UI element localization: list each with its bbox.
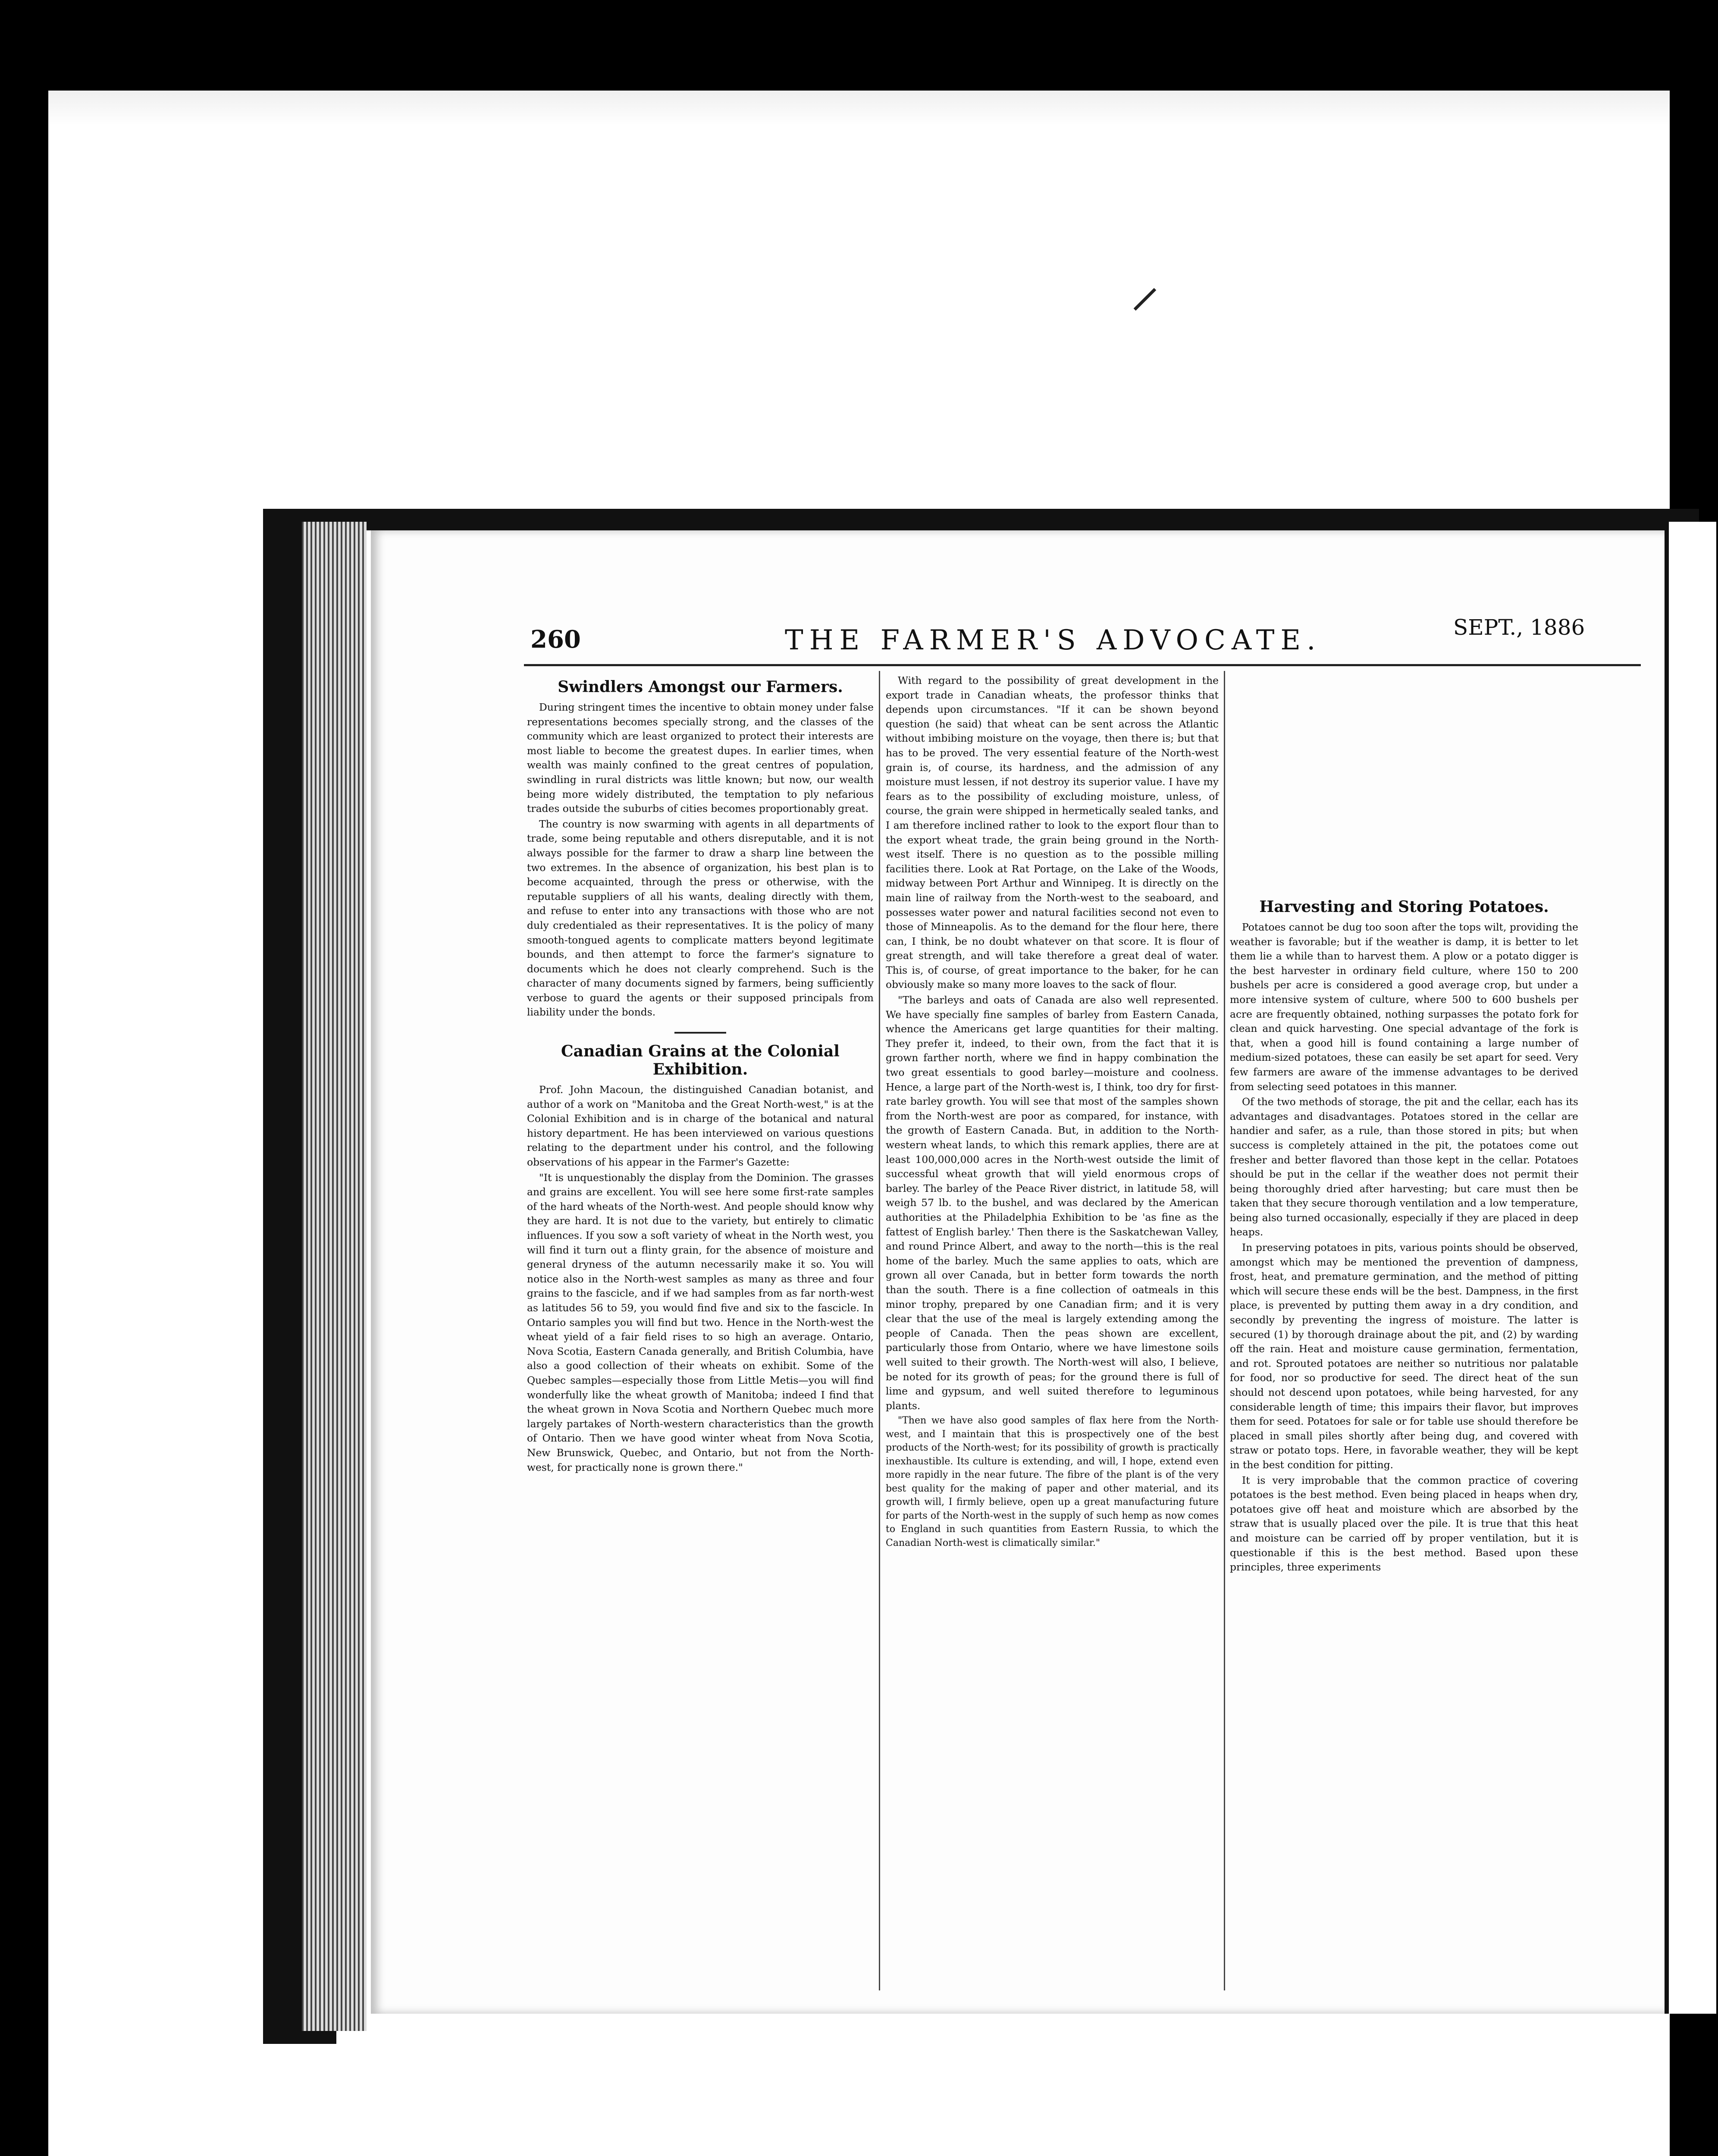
article-title: Harvesting and Storing Potatoes. (1259, 898, 1549, 916)
article-paragraph: Potatoes cannot be dug too soon after the tops wilt, providing the weather is favorable; but if the weather is damp, it is better to let them lie a while than to harvest them. A plow or a potato digger is the best harvester in ordinary field culture, where 150 to 200 bushels per acre is considered a good average crop, but under a more intensive system of culture, where 500 to 600 bushels per acre are frequently obtained, nothing surpasses the potato fork for clean and quick harvesting. One special advantage of the fork is that, when a good hill is found containing a large number of medium-sized potatoes, these can easily be set apart for seed. Very few farmers are aware of the immense advantages to be derived from selecting seed potatoes in this manner. (1230, 921, 1578, 1093)
article-separator (674, 1032, 726, 1034)
book-page-edges (302, 522, 367, 2031)
book-right-edge (1665, 522, 1716, 2014)
article-paragraph: During stringent times the incentive to obtain money under false representations becomes specially strong, and the classes of the community which are least organized to protect their interests are most liable to become the greatest dupes. In earlier times, when wealth was mainly confined to the great centres of population, swindling in rural districts was little known; but now, our wealth being more widely distributed, the temptation to ply nefarious trades outside the suburbs of cities becomes proportionably great. (527, 701, 874, 815)
masthead: THE FARMER'S ADVOCATE. (785, 624, 1322, 656)
article-title: Canadian Grains at the Colonial Exhibition. (561, 1042, 840, 1079)
article-title: Swindlers Amongst our Farmers. (558, 678, 843, 696)
article-paragraph: Prof. John Macoun, the distinguished Canadian botanist, and author of a work on "Manitoba and the Great North-west," is at the Colonial Exhibition and is in charge of the botanical and natural history department. He has been interviewed on various questions relating to the department under his control, and the following observations of his appear in the Farmer's Gazette: (527, 1084, 874, 1169)
column-1 (527, 674, 874, 1476)
article-paragraph: It is very improbable that the common practice of covering potatoes is the best method. Even being placed in heaps when dry, potatoes give off heat and moisture which are absorbed by the straw that is usually placed over the pile. It is true that this heat and moisture can be carried off by proper ventilation, but it is questionable if this is the best method. Based upon these principles, three experiments (1230, 1474, 1578, 1573)
issue-date: SEPT., 1886 (1453, 615, 1585, 640)
book-binding-top (263, 509, 1699, 530)
page-number: 260 (530, 625, 581, 654)
article-paragraph: In preserving potatoes in pits, various points should be observed, amongst which may be mentioned the prevention of dampness, frost, heat, and premature germination, and the method of pitting which will secure these ends will be the best. Dampness, in the first place, is prevented by putting them away in a dry condition, and secondly by preventing the ingress of moisture. The latter is secured (1) by thorough drainage about the pit, and (2) by warding off the rain. Heat and moisture cause germination, fermentation, and rot. Sprouted potatoes are neither so nutritious nor palatable for food, nor so productive for seed. The direct heat of the sun should not descend upon potatoes, while being harvested, for any considerable length of time; this impairs their flavor, but improves them for seed. Potatoes for sale or for table use should therefore be placed in small piles shortly after being dug, and covered with straw or potato tops. Here, in favorable weather, they will be kept in the best condition for pitting. (1230, 1241, 1578, 1471)
column-divider (879, 671, 880, 1990)
header-rule (524, 664, 1641, 666)
film-scratch-mark: ⸝ (1130, 250, 1160, 320)
column-2 (886, 674, 1219, 1551)
article-paragraph: Of the two methods of storage, the pit and the cellar, each has its advantages and disadvantages. Potatoes stored in the cellar are handier and safer, as a rule, than those stored in pits; but when success is completely attained in the pit, the potatoes come out fresher and better flavored than those kept in the cellar. Potatoes should be put in the cellar if the weather does not permit their being thoroughly dried after harvesting; but care must then be taken that they secure thorough ventilation and a low temperature, being also turned occasionally, especially if they are placed in deep heaps. (1230, 1096, 1578, 1238)
column-3 (1230, 674, 1578, 1576)
article-paragraph: With regard to the possibility of great development in the export trade in Canadian wheats, the professor thinks that depends upon circumstances. "If it can be shown beyond question (he said) that wheat can be sent across the Atlantic without imbibing moisture on the voyage, then there is; but that has to be proved. The very essential feature of the North-west grain is, of course, its hardness, and the admission of any moisture must lessen, if not destroy its superior value. I have my fears as to the possibility of excluding moisture, unless, of course, the grain were shipped in hermetically sealed tanks, and I am therefore inclined rather to look to the export flour than to the export wheat trade, the grain being ground in the North-west itself. There is no question as to the possible milling facilities there. Look at Rat Portage, on the Lake of the Woods, midway between Port Arthur and Winnipeg. It is directly on the main line of railway from the North-west to the seaboard, and possesses water power and natural facilities second not even to those of Minneapolis. As to the demand for the flour here, there can, I think, be no doubt whatever on that score. It is flour of great strength, and will take therefore a great deal of water. This is, of course, of great importance to the baker, for he can obviously make so many more loaves to the sack of flour. (886, 674, 1219, 991)
column-divider (1224, 671, 1225, 1990)
film-frame-top (48, 91, 1670, 125)
article-paragraph: "It is unquestionably the display from the Dominion. The grasses and grains are excellent. You will see here some first-rate samples of the hard wheats of the North-west. And people should know why they are hard. It is not due to the variety, but entirely to climatic influences. If you sow a soft variety of wheat in the North west, you will find it turn out a flinty grain, for the absence of moisture and general dryness of the autumn necessarily make it so. You will notice also in the North-west samples as many as three and four grains to the fascicle, and if we had samples from as far north-west as latitudes 56 to 59, you would find five and six to the fascicle. In Ontario samples you will find but two. Hence in the North-west the wheat yield of a fair field rises to so high an average. Ontario, Nova Scotia, Eastern Canada generally, and British Columbia, have also a good collection of their wheats on exhibit. Some of the Quebec samples—especially those from Little Metis—you will find wonderfully like the wheat growth of Manitoba; indeed I find that the wheat grown in Nova Scotia and Northern Quebec much more largely partakes of North-western characteristics than the growth of Ontario. Then we have good winter wheat from Nova Scotia, New Brunswick, Quebec, and Ontario, but not from the North-west, for practically none is grown there." (527, 1171, 874, 1473)
article-paragraph: The country is now swarming with agents in all departments of trade, some being reputable and others disreputable, and it is not always possible for the farmer to draw a sharp line between the two extremes. In the absence of organization, his best plan is to become acquainted, through the press or otherwise, with the reputable suppliers of all his wants, dealing directly with them, and refuse to enter into any transactions with those who are not duly credentialed as their representatives. It is the policy of many smooth-tongued agents to complicate matters beyond legitimate bounds, and then attempt to force the farmer's signature to documents which he does not clearly comprehend. Such is the character of many documents signed by farmers, being sufficiently verbose to guard the agents or their supposed principals from liability under the bonds. (527, 818, 874, 1018)
article-paragraph: "The barleys and oats of Canada are also well represented. We have specially fine samples of barley from Eastern Canada, whence the Americans get large quantities for their malting. They prefer it, indeed, to their own, from the fact that it is grown farther north, where we find in happy combination the two great essentials to good barley—moisture and coolness. Hence, a large part of the North-west is, I think, too dry for first-rate barley growth. You will see that most of the samples shown from the North-west are poor as compared, for instance, with the growth of Eastern Canada. But, in addition to the North-western wheat lands, to which this remark applies, there are at least 100,000,000 acres in the North-west outside the limit of successful wheat growth that will yield enormous crops of barley. The barley of the Peace River district, in latitude 58, will weigh 57 lb. to the bushel, and was declared by the American authorities at the Philadelphia Exhibition to be 'as fine as the fattest of English barley.' Then there is the Saskatchewan Valley, and round Prince Albert, and away to the north—this is the real home of the barley. Much the same applies to oats, which are grown all over Canada, but in better form towards the north than the south. There is a fine collection of oatmeals in this minor trophy, prepared by one Canadian firm; and it is very clear that the use of the meal is largely extending among the people of Canada. Then the peas shown are excellent, particularly those from Ontario, where we have limestone soils well suited to their growth. The North-west will also, I believe, be noted for its growth of peas; for the ground there is full of lime and gypsum, and well suited therefore to leguminous plants. (886, 994, 1219, 1412)
article-paragraph: "Then we have also good samples of flax here from the North-west, and I maintain that this is prospectively one of the best products of the North-west; for its possibility of growth is practically inexhaustible. Its culture is extending, and will, I hope, extend even more rapidly in the near future. The fibre of the plant is of the very best quality for the making of paper and other material, and its growth will, I firmly believe, open up a great manufacturing future for parts of the North-west in the supply of such hemp as now comes to England in such quantities from Eastern Russia, to which the Canadian North-west is climatically similar." (886, 1415, 1219, 1548)
